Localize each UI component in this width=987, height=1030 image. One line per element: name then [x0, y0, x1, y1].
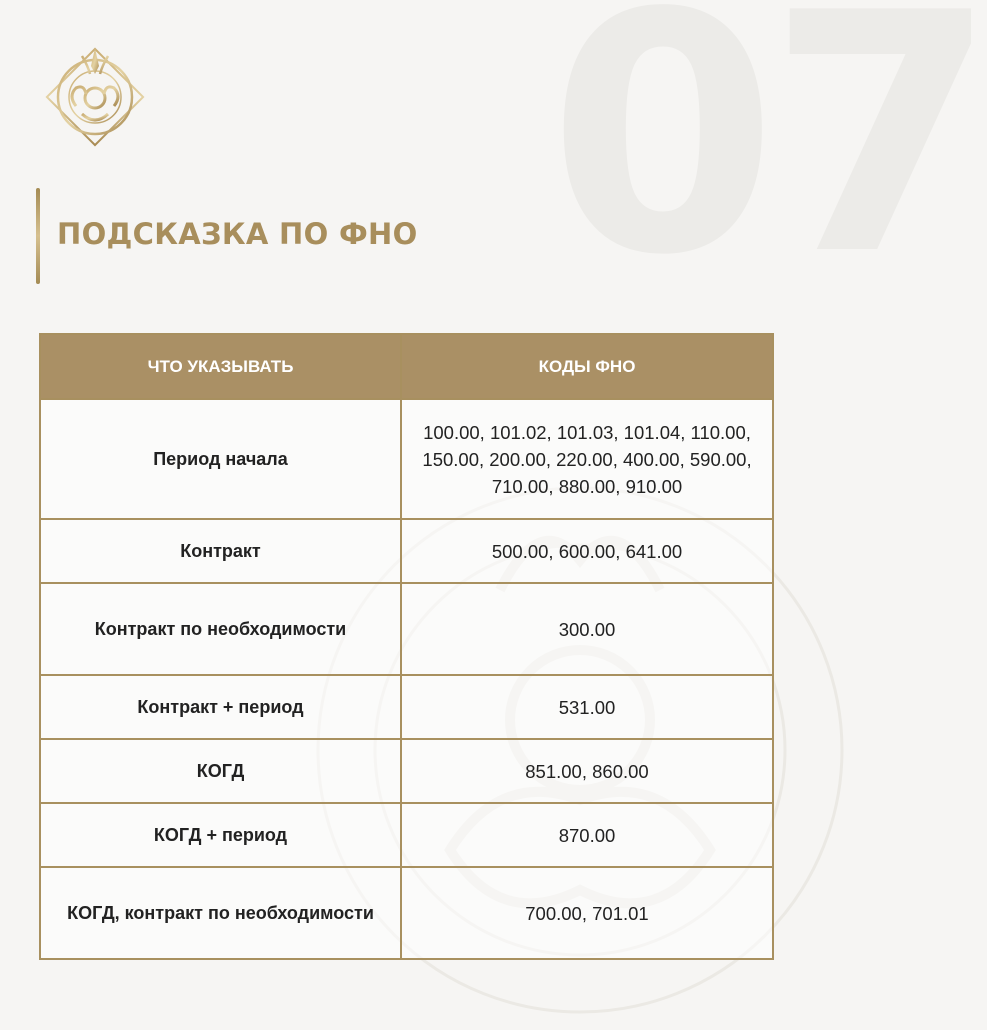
- table-row: [40, 399, 773, 519]
- table-row: [40, 583, 773, 675]
- row-label: Контракт: [40, 519, 401, 583]
- page-number-watermark: 07: [548, 0, 987, 327]
- title-accent-bar: [36, 188, 40, 284]
- row-label: Контракт + период: [40, 675, 401, 739]
- row-label: Период начала: [40, 399, 401, 519]
- row-label: КОГД: [40, 739, 401, 803]
- table-header-row: [40, 334, 773, 399]
- table-row: [40, 739, 773, 803]
- page-title: ПОДСКАЗКА ПО ФНО: [57, 217, 418, 251]
- row-codes: 531.00: [401, 675, 773, 739]
- table-row: [40, 803, 773, 867]
- row-label: КОГД + период: [40, 803, 401, 867]
- table-row: [40, 867, 773, 959]
- fno-codes-table: [39, 333, 774, 960]
- row-codes: 851.00, 860.00: [401, 739, 773, 803]
- emblem-logo-icon: [38, 40, 152, 154]
- row-codes: 300.00: [401, 583, 773, 675]
- row-codes: 870.00: [401, 803, 773, 867]
- row-codes: 100.00, 101.02, 101.03, 101.04, 110.00, 150.00, 200.00, 220.00, 400.00, 590.00, 710.00, 880.00, 910.00: [401, 399, 773, 519]
- row-label: Контракт по необходимости: [40, 583, 401, 675]
- row-codes: 700.00, 701.01: [401, 867, 773, 959]
- table-row: [40, 675, 773, 739]
- table-row: [40, 519, 773, 583]
- row-codes: 500.00, 600.00, 641.00: [401, 519, 773, 583]
- column-header-what: ЧТО УКАЗЫВАТЬ: [40, 334, 401, 399]
- row-label: КОГД, контракт по необходимости: [40, 867, 401, 959]
- column-header-codes: КОДЫ ФНО: [401, 334, 773, 399]
